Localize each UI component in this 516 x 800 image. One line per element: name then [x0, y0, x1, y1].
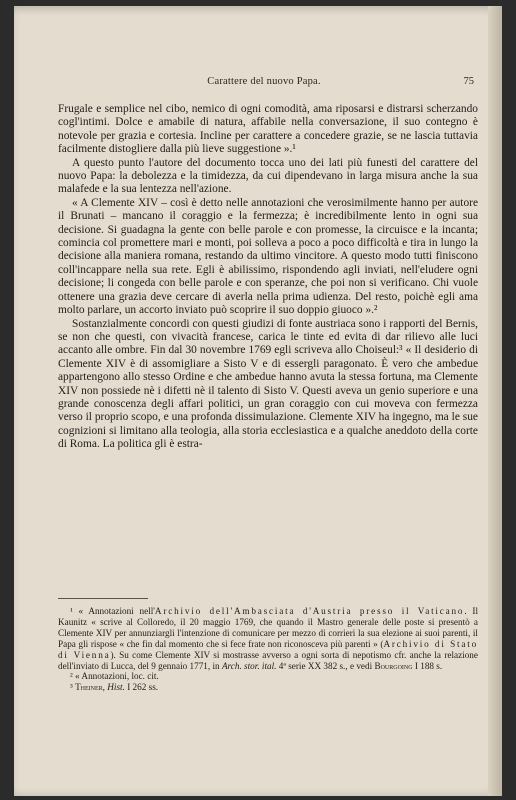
footnote-3	[58, 682, 478, 693]
footnote-3-text: I 262 ss.	[124, 682, 159, 693]
footnote-1	[58, 606, 478, 671]
footnote-rule	[58, 598, 148, 599]
footnote-3-author: Theiner	[75, 682, 103, 693]
paragraph-1: Frugale e semplice nel cibo, nemico di ogni comodità, ama riposarsi e distrarsi scherzando cogl'intimi. Dolce e amabile di natura, affabile nella conversazione, il suo contegno è notevole per grazia e cortesia. Incline per carattere a concedere grazie, se ne lascia tuttavia facilmente distogliere dalla più lieve suggestione ».¹	[58, 103, 478, 156]
footnote-1-text-d: 4ª serie XX 382 s., e vedi	[276, 660, 375, 671]
book-page	[14, 6, 502, 796]
footnote-1-archive-ref: Archivio dell'Ambasciata d'Austria presso il Vaticano	[154, 606, 465, 616]
footnote-1-author: Bourgoing	[374, 660, 413, 671]
main-text	[58, 103, 478, 452]
footnote-1-text-b: . Il Kaunitz « scrive al Colloredo, il 20 maggio 1769, che quando il Mastro generale delle poste si presentò a Clemente XIV per annunziargli l'intenzione di comunicare per mezzo di corrieri la sua elezione ai suoi parenti, il Papa gli rispose « che fin dal momento che si fece frate non riconosceva più parenti » (	[58, 606, 478, 649]
page-header	[54, 76, 474, 92]
paragraph-3: « A Clemente XIV – così è detto nelle annotazioni che verosimilmente hanno per autore il Brunati – mancano il coraggio e la fermezza; è incredibilmente lento in ogni sua decisione. Si guadagna la gente con belle parole e con promesse, la circuisce e la incanta; comincia col promettere mari e monti, poi solleva a poco a poco difficoltà e tira in lungo la decisione alla maniera romana, restando da ultimo vincitore. A questo modo tutti finiscono coll'incappare nella sua rete. Egli è abilissimo, rispondendo agli inviati, nell'eludere ogni decisione; li congeda con belle parole e con speranze, che poi non si verificano. Chi vuole ottenere una grazia deve cercare di averla nella prima udienza. Del resto, poichè egli ama molto parlare, un accorto inviato può scoprire il suo doppio giuoco ».²	[58, 196, 478, 317]
paragraph-2: A questo punto l'autore del documento tocca uno dei lati più funesti del carattere del nuovo Papa: la debolezza e la timidezza, da cui dipendevano in larga misura anche la sua malafede e la sua lentezza nell'azione.	[58, 156, 478, 196]
paragraph-4: Sostanzialmente concordi con questi giudizi di fonte austriaca sono i rapporti del Bernis, se non che questi, con vivacità francese, carica le tinte ed evita di dar rilievo alle luci accanto alle ombre. Fin dal 30 novembre 1769 egli scriveva allo Choiseul:³ « Il desiderio di Clemente XIV è di assomigliare a Sisto V e di essergli paragonato. È vero che ambedue appartengono allo stesso Ordine e che ambedue hanno avuta la stessa fortuna, ma Clemente XIV non possiede nè i difetti nè il talento di Sisto V. Questi aveva un genio superiore e una grande conoscenza degli affari politici, un gran coraggio con cui moveva con fermezza verso il proprio scopo, e una profonda dissimulazione. Clemente XIV ha ingegno, ma le sue cognizioni si limitano alla teologia, alla storia ecclesiastica e a qualche aneddoto della corte di Roma. La politica gli è estra-	[58, 317, 478, 451]
footnote-3-sep: ,	[102, 682, 108, 693]
page-number: 75	[463, 76, 474, 87]
footnote-1-text-c: ). Su come Clemente XIV si mostrasse avverso a ogni sorta di nepotismo cfr. anche la relazione dell'inviato di Lucca, del 9 gennaio 1771, in	[58, 649, 478, 671]
page-edge-shadow	[488, 6, 502, 796]
footnote-1-journal: Arch. stor. ital.	[221, 660, 277, 671]
footnote-3-marker: ³	[70, 682, 76, 693]
footnotes	[58, 606, 478, 693]
footnote-1-vienna-ref: Archivio di Stato di Vienna	[58, 638, 479, 660]
running-title: Carattere del nuovo Papa.	[207, 76, 321, 87]
footnote-1-text-e: I 188 s.	[412, 660, 443, 671]
footnote-2: ² « Annotazioni, loc. cit.	[70, 671, 159, 682]
footnote-1-text-a: ¹ « Annotazioni nell'	[70, 606, 155, 616]
footnote-3-work: Hist.	[107, 682, 125, 693]
